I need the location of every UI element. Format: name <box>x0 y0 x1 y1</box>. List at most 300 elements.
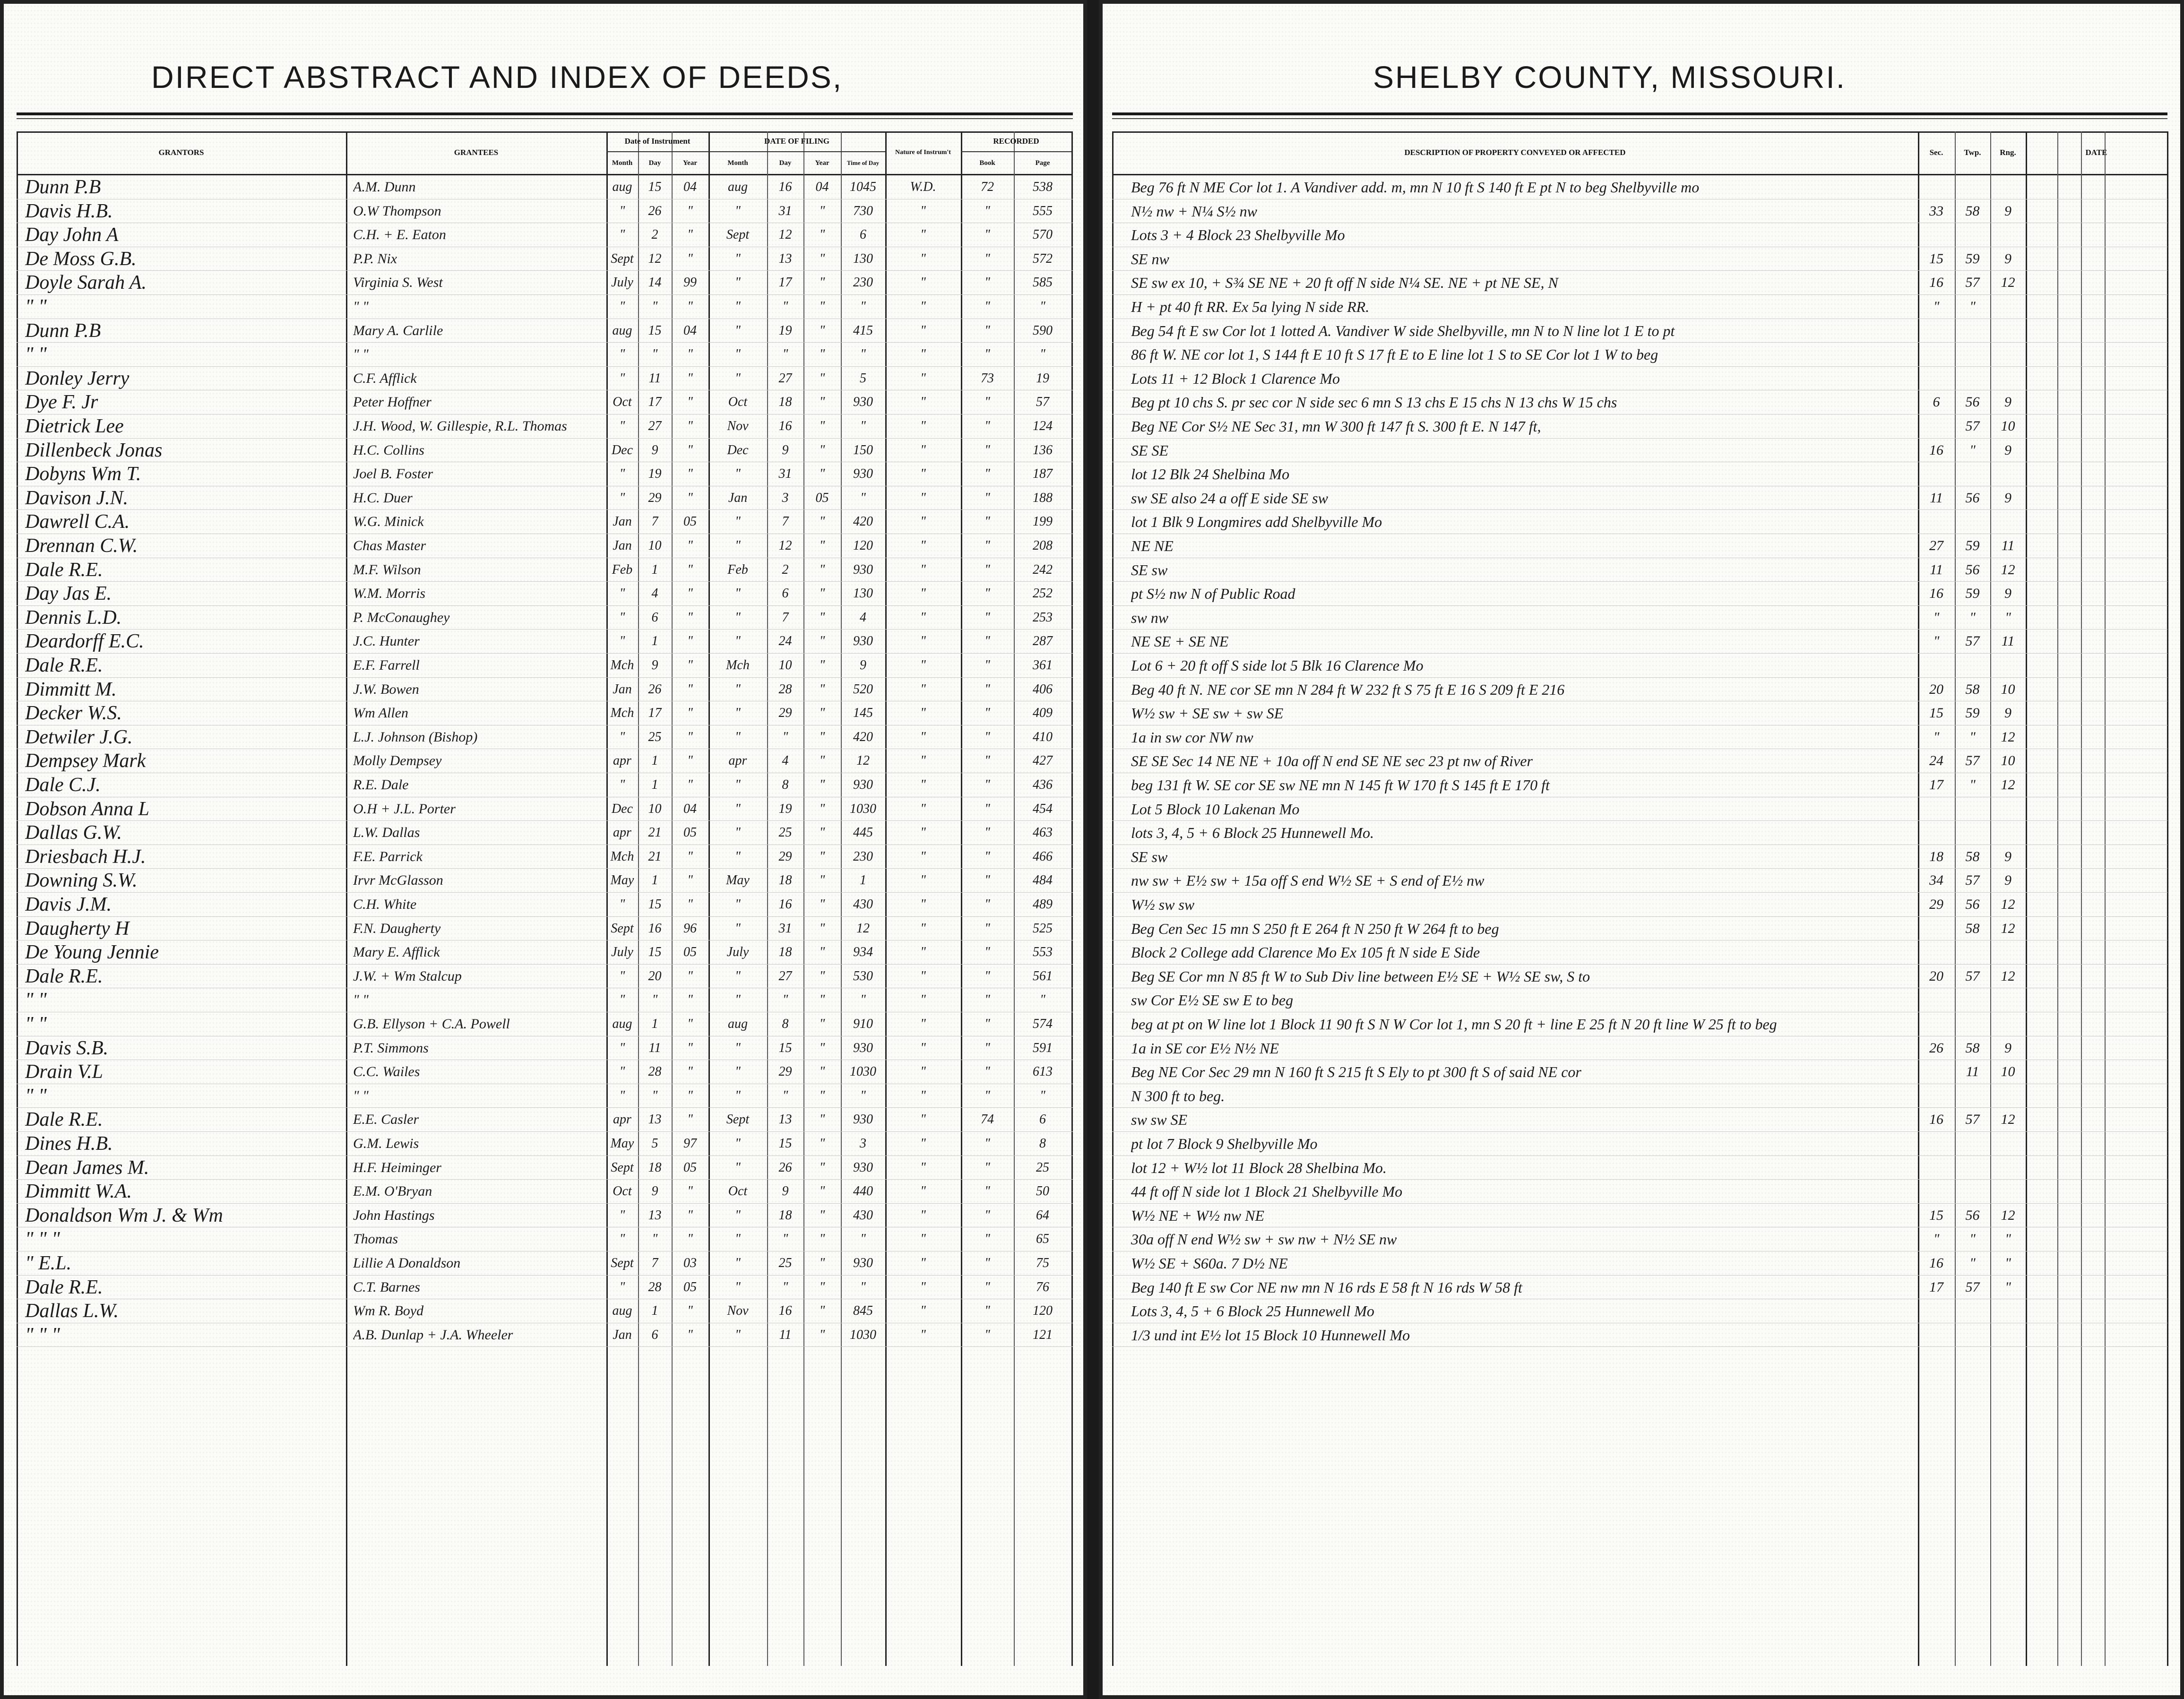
book-cell: " <box>984 1232 990 1247</box>
page-cell: 463 <box>1033 825 1053 840</box>
sec-cell: 15 <box>1929 705 1943 721</box>
instrument-day-cell: 1 <box>651 1303 658 1319</box>
header-inst-month: Month <box>612 159 633 167</box>
ledger-row <box>17 1060 1073 1084</box>
time-of-day-cell: 930 <box>853 777 873 792</box>
sec-cell: 33 <box>1929 203 1943 219</box>
grantor-cell: De Moss G.B. <box>25 248 137 270</box>
filing-month-cell: " <box>735 897 741 912</box>
grantor-cell: Dallas L.W. <box>25 1300 119 1322</box>
nature-cell: " <box>920 801 926 816</box>
ledger-row <box>1112 1179 2167 1203</box>
filing-year-cell: " <box>819 299 825 314</box>
sec-cell: 16 <box>1929 586 1943 602</box>
grantor-cell: Drennan C.W. <box>25 535 138 557</box>
page-cell: 25 <box>1036 1160 1049 1175</box>
time-of-day-cell: 420 <box>853 729 873 744</box>
nature-cell: " <box>920 490 926 505</box>
filing-month-cell: apr <box>728 753 747 768</box>
time-of-day-cell: 3 <box>860 1136 866 1151</box>
sec-cell: 6 <box>1933 394 1940 410</box>
ledger-row <box>1112 725 2167 749</box>
grantor-cell: " " <box>25 989 47 1011</box>
nature-cell: " <box>920 347 926 362</box>
book-cell: " <box>984 729 990 744</box>
book-cell: " <box>984 801 990 816</box>
filing-month-cell: aug <box>728 1017 748 1031</box>
ledger-row <box>17 270 1073 294</box>
book-cell: " <box>984 299 990 314</box>
instrument-day-cell: 29 <box>648 490 662 505</box>
book-cell: " <box>984 323 990 338</box>
time-of-day-cell: 130 <box>853 251 873 266</box>
grantor-cell: De Young Jennie <box>25 941 159 964</box>
rng-cell: 10 <box>2001 1064 2015 1080</box>
description-cell: beg at pt on W line lot 1 Block 11 90 ft S N W Cor lot 1, mn S 20 ft + line E 25 ft N 20 ft line W 25 ft to beg <box>1131 1016 1777 1033</box>
instrument-day-cell: 1 <box>651 777 658 792</box>
description-cell: 30a off N end W½ sw + sw nw + N½ SE nw <box>1131 1231 1397 1248</box>
grantor-cell: Dale R.E. <box>25 1276 103 1298</box>
time-of-day-cell: 420 <box>853 514 873 529</box>
description-cell: SE nw <box>1131 250 1169 267</box>
instrument-day-cell: 9 <box>651 442 658 457</box>
filing-year-cell: " <box>819 1327 825 1342</box>
instrument-day-cell: 19 <box>648 466 662 482</box>
description-cell: Lot 6 + 20 ft off S side lot 5 Blk 16 Clarence Mo <box>1131 657 1424 674</box>
rng-cell <box>1991 1300 2025 1322</box>
instrument-year-cell: " <box>687 1327 693 1342</box>
ledger-row <box>1112 247 2167 271</box>
time-of-day-cell: 12 <box>856 753 870 768</box>
instrument-month-cell: Dec <box>611 442 633 457</box>
sec-cell: 15 <box>1929 250 1943 267</box>
time-of-day-cell: " <box>860 490 866 505</box>
ledger-row <box>17 342 1073 366</box>
instrument-year-cell: " <box>687 466 693 482</box>
header-inst-year: Year <box>683 159 697 167</box>
book-cell: " <box>984 586 990 601</box>
page-cell: 76 <box>1036 1279 1049 1294</box>
filing-day-cell: 16 <box>778 897 792 912</box>
time-of-day-cell: " <box>860 299 866 314</box>
filing-year-cell: " <box>819 873 825 888</box>
ledger-row <box>17 820 1073 845</box>
sec-cell <box>1919 367 1954 390</box>
right-page-title: SHELBY COUNTY, MISSOURI. <box>1373 60 1847 95</box>
grantee-cell: P. McConaughey <box>353 609 450 625</box>
twp-cell <box>1956 510 1989 533</box>
sec-cell: 24 <box>1929 753 1943 769</box>
page-cell: 121 <box>1033 1327 1053 1342</box>
page-cell: 406 <box>1033 681 1053 697</box>
page-cell: 8 <box>1039 1136 1046 1151</box>
ledger-row <box>17 677 1073 701</box>
nature-cell: " <box>920 1207 926 1223</box>
filing-day-cell: 13 <box>778 1112 792 1127</box>
sec-cell: 29 <box>1929 897 1943 912</box>
sec-cell: " <box>1933 299 1940 314</box>
grantee-cell: Chas Master <box>353 538 426 553</box>
nature-cell: " <box>920 562 926 577</box>
ledger-row <box>1112 1299 2167 1323</box>
header-twp: Twp. <box>1964 148 1981 157</box>
filing-year-cell: " <box>819 801 825 816</box>
grantee-cell: " " <box>353 346 369 362</box>
ledger-row <box>1112 749 2167 773</box>
filing-day-cell: 19 <box>778 801 792 816</box>
twp-cell <box>1956 176 1989 198</box>
nature-cell: " <box>920 1184 926 1199</box>
instrument-year-cell: " <box>687 681 693 697</box>
filing-day-cell: " <box>782 1088 788 1103</box>
nature-cell: " <box>920 299 926 314</box>
page-cell: 199 <box>1033 514 1053 529</box>
rng-cell <box>1991 343 2025 366</box>
rng-cell <box>1991 654 2025 677</box>
grantor-cell: " " " <box>25 1324 60 1346</box>
grantee-cell: J.W. Bowen <box>353 681 419 697</box>
filing-year-cell: " <box>819 1279 825 1294</box>
book-cell: " <box>984 753 990 768</box>
instrument-year-cell: 04 <box>683 801 697 816</box>
instrument-day-cell: 7 <box>651 514 658 529</box>
filing-month-cell: " <box>735 466 741 482</box>
page-cell: " <box>1040 992 1045 1008</box>
rng-cell <box>1991 176 2025 198</box>
filing-month-cell: " <box>735 706 741 721</box>
grantor-cell: Davis H.B. <box>25 200 113 222</box>
instrument-month-cell: Sept <box>611 1256 634 1270</box>
filing-month-cell: Dec <box>727 442 749 457</box>
time-of-day-cell: 1030 <box>850 801 876 816</box>
rng-cell: 12 <box>2001 920 2015 936</box>
grantor-cell: " " " <box>25 1228 60 1251</box>
page-cell: 253 <box>1033 610 1053 625</box>
instrument-year-cell: " <box>687 777 693 792</box>
instrument-day-cell: 20 <box>648 968 662 983</box>
grantor-cell: Daugherty H <box>25 917 129 940</box>
instrument-year-cell: " <box>687 299 693 314</box>
sec-cell <box>1919 1132 1954 1155</box>
filing-day-cell: 7 <box>782 610 789 625</box>
grantee-cell: E.E. Casler <box>353 1112 419 1128</box>
description-cell: lot 1 Blk 9 Longmires add Shelbyville Mo <box>1131 513 1382 531</box>
filing-year-cell: " <box>819 729 825 744</box>
description-cell: Beg NE Cor S½ NE Sec 31, mn W 300 ft 147 ft S. 300 ft E. N 147 ft, <box>1131 418 1541 435</box>
header-filing-month: Month <box>727 159 748 167</box>
description-cell: W½ sw + SE sw + sw SE <box>1131 705 1284 722</box>
header-filing-day: Day <box>779 159 792 167</box>
description-cell: pt lot 7 Block 9 Shelbyville Mo <box>1131 1135 1318 1152</box>
instrument-day-cell: 16 <box>648 921 662 936</box>
ledger-row <box>1112 916 2167 940</box>
rng-cell: " <box>2005 1279 2011 1295</box>
grantee-cell: Mary E. Afflick <box>353 944 440 960</box>
rng-cell: 10 <box>2001 753 2015 769</box>
header-inst-day: Day <box>648 159 661 167</box>
description-cell: pt S½ nw N of Public Road <box>1131 585 1295 603</box>
twp-cell <box>1956 463 1989 485</box>
page-cell: 410 <box>1033 729 1053 744</box>
book-cell: " <box>984 1303 990 1319</box>
filing-month-cell: Oct <box>728 395 748 410</box>
book-cell: 74 <box>981 1112 994 1127</box>
filing-day-cell: 8 <box>782 1017 789 1031</box>
book-cell: " <box>984 1136 990 1151</box>
grantee-cell: W.M. Morris <box>353 586 426 602</box>
filing-month-cell: " <box>735 825 741 840</box>
sec-cell: 11 <box>1930 490 1943 506</box>
instrument-year-cell: " <box>687 490 693 505</box>
twp-cell: " <box>1969 1231 1976 1247</box>
filing-month-cell: May <box>726 873 750 888</box>
sec-cell <box>1919 176 1954 198</box>
filing-day-cell: 31 <box>778 466 792 482</box>
ledger-row <box>1112 653 2167 677</box>
twp-cell: 59 <box>1965 250 1980 267</box>
ledger-row <box>1112 581 2167 605</box>
time-of-day-cell: 440 <box>853 1184 873 1199</box>
time-of-day-cell: 5 <box>860 371 866 386</box>
page-cell: 120 <box>1033 1303 1053 1319</box>
sec-cell: 17 <box>1929 777 1943 793</box>
grantee-cell: C.C. Wailes <box>353 1064 420 1080</box>
left-ledger-page <box>0 0 1087 1699</box>
twp-cell <box>1956 1324 1989 1346</box>
header-date-of-instrument: Date of Instrument <box>606 131 708 152</box>
instrument-month-cell: May <box>610 873 634 888</box>
grantee-cell: M.F. Wilson <box>353 561 421 578</box>
instrument-day-cell: 11 <box>648 1040 661 1055</box>
filing-year-cell: " <box>819 1088 825 1103</box>
filing-year-cell: " <box>819 323 825 338</box>
instrument-year-cell: 96 <box>683 921 697 936</box>
filing-month-cell: " <box>735 1040 741 1055</box>
rng-cell: 9 <box>2004 586 2011 602</box>
ledger-row <box>1112 1227 2167 1251</box>
sec-cell <box>1919 1085 1954 1107</box>
grantor-cell: Day John A <box>25 224 119 246</box>
book-cell: 72 <box>981 180 994 194</box>
filing-month-cell: " <box>735 1279 741 1294</box>
time-of-day-cell: 1030 <box>850 1064 876 1079</box>
filing-year-cell: " <box>819 1160 825 1175</box>
ledger-row <box>1112 1084 2167 1108</box>
rng-cell: 12 <box>2001 1112 2015 1128</box>
time-of-day-cell: " <box>860 1232 866 1247</box>
instrument-month-cell: " <box>619 1279 625 1294</box>
filing-month-cell: " <box>735 849 741 864</box>
ledger-row <box>1112 1323 2167 1347</box>
ledger-row <box>1112 223 2167 247</box>
instrument-year-cell: " <box>687 992 693 1008</box>
grantee-cell: F.E. Parrick <box>353 848 423 864</box>
grantor-cell: Davison J.N. <box>25 487 129 509</box>
nature-cell: " <box>920 251 926 266</box>
sec-cell <box>1919 941 1954 964</box>
filing-day-cell: 11 <box>779 1327 792 1342</box>
title-rule <box>17 112 1073 115</box>
ledger-row <box>1112 868 2167 892</box>
filing-month-cell: " <box>735 681 741 697</box>
time-of-day-cell: 930 <box>853 1112 873 1127</box>
nature-cell: " <box>920 897 926 912</box>
filing-year-cell: " <box>819 275 825 290</box>
page-cell: 65 <box>1036 1232 1049 1247</box>
rng-cell <box>1991 510 2025 533</box>
header-book: Book <box>979 159 995 167</box>
instrument-year-cell: " <box>687 347 693 362</box>
page-cell: 409 <box>1033 706 1053 721</box>
time-of-day-cell: 445 <box>853 825 873 840</box>
grantor-cell: Dale R.E. <box>25 1109 103 1131</box>
book-cell: " <box>984 1064 990 1079</box>
instrument-month-cell: apr <box>613 825 631 840</box>
sec-cell <box>1919 1156 1954 1179</box>
page-cell: 570 <box>1033 227 1053 242</box>
sec-cell: " <box>1933 1231 1940 1247</box>
instrument-year-cell: " <box>687 610 693 625</box>
ledger-row <box>1112 1156 2167 1180</box>
grantee-cell: Joel B. Foster <box>353 466 433 482</box>
filing-year-cell: 05 <box>815 490 829 505</box>
nature-cell: " <box>920 371 926 386</box>
instrument-day-cell: 9 <box>651 658 658 673</box>
book-cell: " <box>984 873 990 888</box>
book-cell: " <box>984 1207 990 1223</box>
grantee-cell: O.W Thompson <box>353 203 441 219</box>
description-cell: 1a in SE cor E½ N½ NE <box>1131 1039 1279 1057</box>
grantee-cell: E.F. Farrell <box>353 657 420 673</box>
filing-year-cell: " <box>819 825 825 840</box>
instrument-year-cell: " <box>687 371 693 386</box>
instrument-day-cell: 13 <box>648 1207 662 1223</box>
header-nature: Nature of Instrum't <box>895 149 951 156</box>
instrument-year-cell: " <box>687 873 693 888</box>
instrument-month-cell: Oct <box>613 1184 632 1199</box>
page-cell: 287 <box>1033 634 1053 649</box>
filing-day-cell: 3 <box>782 490 789 505</box>
sec-cell: 16 <box>1929 1255 1943 1271</box>
book-cell: " <box>984 1160 990 1175</box>
description-cell: sw Cor E½ SE sw E to beg <box>1131 992 1294 1009</box>
instrument-year-cell: " <box>687 227 693 242</box>
filing-day-cell: 25 <box>778 1256 792 1270</box>
grantee-cell: Thomas <box>353 1231 398 1247</box>
description-cell: Beg 40 ft N. NE cor SE mn N 284 ft W 232 ft S 75 ft E 16 S 209 ft E 216 <box>1131 681 1565 698</box>
grantee-cell: L.W. Dallas <box>353 825 420 841</box>
ledger-row <box>17 653 1073 677</box>
description-cell: N½ nw + N¼ S½ nw <box>1131 202 1257 220</box>
filing-day-cell: 29 <box>778 849 792 864</box>
filing-month-cell: " <box>735 729 741 744</box>
grantor-cell: Davis S.B. <box>25 1037 109 1059</box>
nature-cell: " <box>920 610 926 625</box>
twp-cell <box>1956 798 1989 820</box>
book-cell: " <box>984 1017 990 1031</box>
filing-month-cell: Feb <box>727 562 748 577</box>
time-of-day-cell: 430 <box>853 1207 873 1223</box>
ledger-row <box>1112 366 2167 390</box>
header-recorded: RECORDED <box>961 131 1071 152</box>
nature-cell: " <box>920 706 926 721</box>
filing-year-cell: " <box>819 466 825 482</box>
instrument-year-cell: " <box>687 1112 693 1127</box>
filing-year-cell: " <box>819 419 825 433</box>
filing-day-cell: 10 <box>778 658 792 673</box>
filing-day-cell: 18 <box>778 1207 792 1223</box>
twp-cell <box>1956 654 1989 677</box>
filing-year-cell: " <box>819 634 825 649</box>
page-cell: 555 <box>1033 203 1053 218</box>
instrument-day-cell: 28 <box>648 1279 662 1294</box>
ledger-row <box>17 175 1073 199</box>
grantor-cell: Dale R.E. <box>25 655 103 676</box>
description-cell: lot 12 Blk 24 Shelbina Mo <box>1131 466 1290 483</box>
description-cell: Beg 54 ft E sw Cor lot 1 lotted A. Vandiver W side Shelbyville, mn N to N line lot 1 E to pt <box>1131 322 1675 339</box>
filing-month-cell: " <box>735 203 741 218</box>
sec-cell: " <box>1933 609 1940 625</box>
rng-cell: " <box>2005 1255 2011 1271</box>
nature-cell: " <box>920 753 926 768</box>
ledger-row <box>17 509 1073 534</box>
instrument-month-cell: " <box>619 1232 625 1247</box>
description-cell: 44 ft off N side lot 1 Block 21 Shelbyville Mo <box>1131 1183 1403 1200</box>
ledger-row <box>1112 797 2167 821</box>
instrument-month-cell: Sept <box>611 251 634 266</box>
ledger-row <box>1112 988 2167 1012</box>
twp-cell <box>1956 1013 1989 1035</box>
grantee-cell: Wm R. Boyd <box>353 1303 424 1319</box>
rng-cell: 12 <box>2001 968 2015 984</box>
nature-cell: " <box>920 634 926 649</box>
ledger-row <box>1112 558 2167 582</box>
filing-year-cell: " <box>819 514 825 529</box>
instrument-year-cell: " <box>687 1064 693 1079</box>
sec-cell: 17 <box>1929 1279 1943 1295</box>
ledger-row <box>17 701 1073 725</box>
grantor-cell: Dale C.J. <box>25 774 101 796</box>
instrument-day-cell: 25 <box>648 729 662 744</box>
filing-year-cell: " <box>819 897 825 912</box>
filing-month-cell: " <box>735 538 741 553</box>
rng-cell <box>1991 319 2025 342</box>
grantee-cell: " " <box>353 992 369 1008</box>
filing-day-cell: 31 <box>778 921 792 936</box>
ledger-row <box>1112 1275 2167 1299</box>
sec-cell: 27 <box>1929 538 1943 553</box>
page-cell: 208 <box>1033 538 1053 553</box>
filing-year-cell: " <box>819 586 825 601</box>
instrument-month-cell: aug <box>612 323 632 338</box>
twp-cell <box>1956 367 1989 390</box>
description-cell: sw SE also 24 a off E side SE sw <box>1131 489 1328 507</box>
filing-month-cell: " <box>735 1256 741 1270</box>
ledger-row <box>1112 509 2167 534</box>
twp-cell <box>1956 1132 1989 1155</box>
instrument-month-cell: July <box>611 275 633 290</box>
rng-cell: 12 <box>2001 729 2015 745</box>
instrument-day-cell: 6 <box>651 610 658 625</box>
nature-cell: " <box>920 1232 926 1247</box>
left-ledger-table <box>17 131 1073 1666</box>
instrument-day-cell: 15 <box>648 180 662 194</box>
grantee-cell: R.E. Dale <box>353 777 409 793</box>
instrument-year-cell: " <box>687 849 693 864</box>
rng-cell: 10 <box>2001 681 2015 697</box>
rng-cell <box>1991 367 2025 390</box>
rng-cell: 9 <box>2004 203 2011 219</box>
